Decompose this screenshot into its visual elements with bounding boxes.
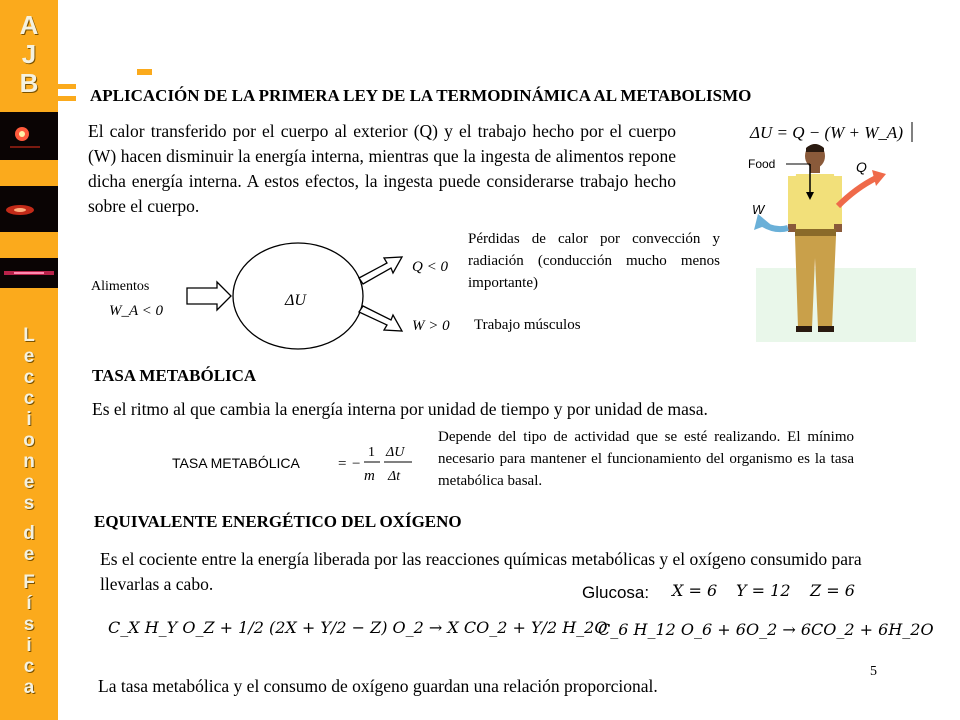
intro-paragraph: El calor transferido por el cuerpo al exterior (Q) y el trabajo hecho por el cuerpo (W) hacen disminuir la energía interna, mientras que la ingesta de alimentos repone dicha energía interna. A estos efectos, la ingesta puede considerarse trabajo hecho sobre el cuerpo. bbox=[88, 121, 676, 216]
brand-letter-b: B bbox=[19, 68, 39, 98]
heat-condition: Q < 0 bbox=[412, 259, 448, 275]
energy-flow-diagram bbox=[85, 240, 465, 352]
sidebar-thumbnail-3 bbox=[0, 258, 58, 288]
metabolic-rate-formula bbox=[170, 438, 430, 488]
oxygen-definition: Es el cociente entre la energía liberada por las reacciones químicas metabólicas y el oxígeno consumido para llevarlas a cabo. bbox=[100, 549, 862, 594]
x-value: X = 6 bbox=[672, 581, 718, 600]
formula-label: TASA METABÓLICA bbox=[172, 455, 300, 471]
fisica-letter-6: a bbox=[23, 677, 35, 698]
metabolism-figure bbox=[748, 118, 920, 342]
series-letter-8: e bbox=[23, 472, 35, 493]
heat-loss-note: Pérdidas de calor por convección y radiación (conducción mucho menos importante) bbox=[468, 231, 720, 291]
y-value: Y = 12 bbox=[736, 581, 791, 600]
fisica-letter-4: i bbox=[26, 635, 32, 656]
metabolic-rate-heading: TASA METABÓLICA bbox=[92, 366, 257, 385]
food-label: Alimentos bbox=[91, 279, 150, 294]
formula-den-2: Δt bbox=[388, 469, 401, 484]
series-letter-5: i bbox=[26, 409, 32, 430]
food-condition: W_A < 0 bbox=[109, 303, 164, 319]
formula-den-1: m bbox=[364, 468, 375, 484]
muscle-work-note: Trabajo músculos bbox=[474, 317, 581, 333]
metabolic-rate-note: Depende del tipo de actividad que se esté realizando. El mínimo necesario para mantener el funcionamiento del organismo es la tasa metabólica basal. bbox=[438, 429, 854, 489]
glucose-label: Glucosa: bbox=[582, 583, 650, 602]
work-condition: W > 0 bbox=[412, 318, 450, 334]
oxygen-heading: EQUIVALENTE ENERGÉTICO DEL OXÍGENO bbox=[94, 512, 462, 531]
z-value: Z = 6 bbox=[810, 581, 855, 600]
series-letter-1: L bbox=[23, 325, 35, 346]
series-letter-6: o bbox=[23, 430, 35, 451]
decorative-bar bbox=[58, 96, 76, 101]
de-letter-2: e bbox=[23, 544, 35, 565]
conclusion-text: La tasa metabólica y el consumo de oxígeno guardan una relación proporcional. bbox=[98, 676, 658, 696]
formula-num-1: 1 bbox=[368, 445, 375, 460]
slide-title: APLICACIÓN DE LA PRIMERA LEY DE LA TERMODINÁMICA AL METABOLISMO bbox=[90, 86, 752, 105]
decorative-bar bbox=[137, 69, 152, 75]
figure-equation: ΔU = Q − (W + W_A) bbox=[750, 123, 903, 142]
series-letter-4: c bbox=[23, 388, 35, 409]
formula-num-2: ΔU bbox=[386, 445, 405, 460]
sidebar-thumbnail-1 bbox=[0, 112, 58, 160]
center-label: ΔU bbox=[285, 292, 306, 309]
fisica-letter-1: F bbox=[23, 572, 35, 593]
series-letter-2: e bbox=[23, 346, 35, 367]
formula-equals: = bbox=[338, 456, 347, 472]
formula-minus: − bbox=[352, 456, 361, 472]
series-letter-7: n bbox=[23, 451, 35, 472]
metabolic-rate-definition: Es el ritmo al que cambia la energía interna por unidad de tiempo y por unidad de masa. bbox=[92, 399, 708, 419]
de-letter-1: d bbox=[23, 523, 35, 544]
page-number: 5 bbox=[870, 664, 877, 679]
figure-w-label: W bbox=[752, 202, 765, 217]
decorative-bar bbox=[58, 84, 76, 89]
sidebar-thumbnail-2 bbox=[0, 186, 58, 232]
brand-letter-a: A bbox=[19, 10, 39, 40]
figure-q-label: Q bbox=[856, 159, 867, 175]
sidebar bbox=[0, 0, 58, 720]
fisica-letter-5: c bbox=[23, 656, 35, 677]
brand-letter-j: J bbox=[21, 39, 37, 69]
fisica-letter-2: í bbox=[26, 593, 32, 614]
series-letter-9: s bbox=[23, 493, 35, 514]
fisica-letter-3: s bbox=[23, 614, 35, 635]
glucose-reaction: C_6 H_12 O_6 + 6O_2 → 6CO_2 + 6H_2O bbox=[598, 620, 934, 639]
series-letter-3: c bbox=[23, 367, 35, 388]
general-reaction: C_X H_Y O_Z + 1/2 (2X + Y/2 − Z) O_2 → X CO_2 + Y/2 H_2O bbox=[108, 618, 608, 637]
figure-food-label: Food bbox=[748, 157, 776, 171]
